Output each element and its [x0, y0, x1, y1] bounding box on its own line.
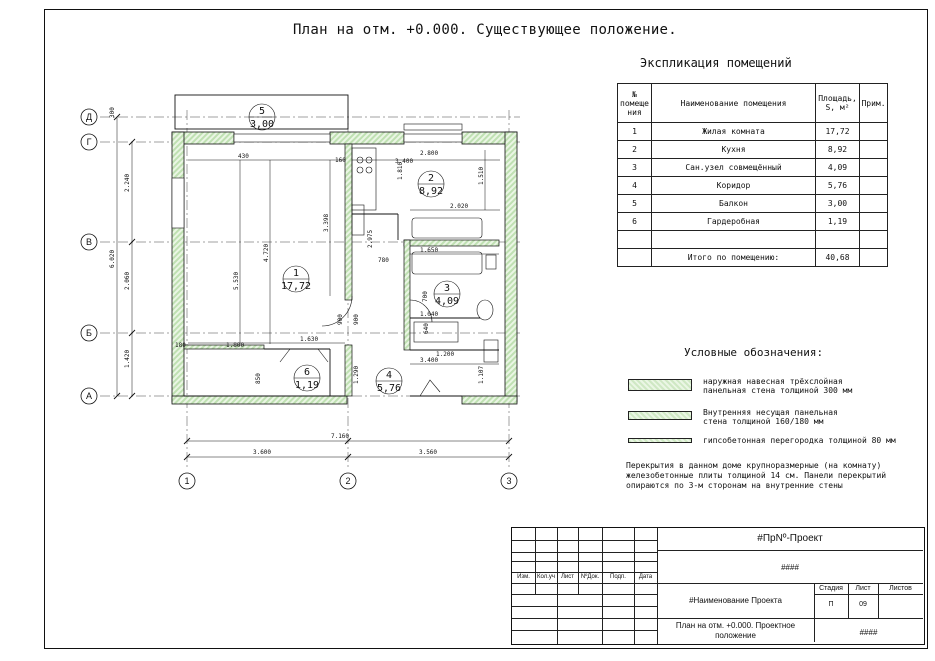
legend-text-line: гипсобетонная перегородка толщиной 80 мм [703, 436, 896, 445]
legend-swatch-exterior [628, 379, 692, 391]
room-4-num: 4 [385, 370, 393, 381]
cell-num: 2 [618, 141, 652, 159]
explication-table [617, 83, 888, 267]
note-line: опираются по 3-м сторонам на внутренние стены [626, 481, 843, 490]
stage-label: Стадия [819, 585, 843, 592]
drawing-title: План на отм. +0.000. Существующее положение. [292, 22, 678, 38]
project-name: #Наименование Проекта [689, 596, 782, 605]
room-2-area: 8,92 [418, 186, 444, 197]
explication-title: Экспликация помещений [640, 56, 792, 70]
axis-label: 1 [184, 476, 190, 486]
sheets-label: Листов [889, 585, 912, 592]
dim-label: 2.800 [420, 150, 439, 157]
legend-swatch-partition [628, 438, 692, 443]
cell-name: Гардеробная [652, 213, 816, 231]
dim-label: 4.720 [263, 243, 270, 262]
header-name: Наименование помещения [652, 84, 816, 123]
stamp-hash-top: #### [781, 563, 799, 572]
dim-label: 780 [378, 257, 389, 264]
dim-label: 3.398 [323, 213, 330, 232]
dim-label: 3.400 [420, 357, 439, 364]
room-2-num: 2 [427, 173, 435, 184]
header-num-line: ния [627, 107, 642, 117]
cell-num: 1 [618, 123, 652, 141]
axis-label: А [85, 391, 93, 401]
legend-text-line: Внутренняя несущая панельная [703, 408, 838, 417]
axis-label: 2 [345, 476, 351, 486]
cell-num: 3 [618, 159, 652, 177]
col-ndok: NºДок. [580, 574, 600, 580]
dim-label: 430 [238, 153, 249, 160]
room-6-num: 6 [303, 367, 311, 378]
col-kolvo: Кол.уч [537, 574, 555, 580]
room-5-num: 5 [258, 106, 266, 117]
legend-text-line: наружная навесная трёхслойная [703, 377, 843, 386]
axis-label: Б [86, 328, 92, 338]
note-line: железобетонные плиты толщиной 14 см. Панели перекрытий [626, 471, 887, 480]
cell-area: 5,76 [816, 177, 860, 195]
dim-label: 180 [175, 342, 186, 349]
sheet-title-line: положение [715, 631, 756, 640]
dim-label: 5.530 [233, 271, 240, 290]
cell-note [860, 195, 888, 213]
header-note: Прим. [860, 84, 888, 123]
legend-text-line: стена толщиной 160/180 мм [703, 417, 824, 426]
dim-label: 900 [353, 314, 360, 325]
dim-label: 1.650 [420, 247, 439, 254]
table-row-empty [618, 231, 888, 249]
room-5-area: 3,00 [249, 119, 275, 130]
legend-text [703, 377, 852, 395]
interior-walls [184, 144, 499, 396]
axis-label: Г [86, 137, 92, 147]
room-4-area: 5,76 [376, 383, 402, 394]
legend-title: Условные обозначения: [684, 346, 824, 359]
dim-left-total: 6.020 [109, 249, 116, 268]
dim-left-d4: 1.420 [124, 349, 131, 368]
header-area-line: Площадь, [818, 94, 857, 103]
room-3-area: 4,09 [434, 296, 460, 307]
dim-label: 640 [423, 323, 430, 334]
table-row [618, 213, 888, 231]
dim-label: 1.810 [397, 161, 404, 180]
cell-name: Жилая комната [652, 123, 816, 141]
cell-num: 5 [618, 195, 652, 213]
sheet-value: 09 [859, 601, 867, 608]
dim-label: 900 [337, 314, 344, 325]
legend-text [703, 436, 896, 445]
header-num-line: № [632, 89, 637, 99]
cell-num: 4 [618, 177, 652, 195]
dim-label: 1.040 [420, 311, 439, 318]
dim-label: 1.800 [226, 342, 245, 349]
dim-left-d2: 2.240 [124, 173, 131, 192]
cell-area: 3,00 [816, 195, 860, 213]
dim-right: 3.560 [418, 449, 438, 456]
dim-label: 1.290 [353, 365, 360, 384]
stage-value: П [828, 601, 834, 608]
dim-left-d3: 2.060 [124, 271, 131, 290]
axis-label: Д [85, 112, 93, 122]
dim-label: 700 [422, 291, 429, 302]
col-data: Дата [638, 574, 653, 580]
cell-note [860, 177, 888, 195]
header-num [618, 84, 652, 123]
col-izm: Изм. [517, 574, 530, 580]
legend-text-line: панельная стена толщиной 300 мм [703, 386, 853, 395]
room-1-area: 17,72 [280, 281, 312, 292]
dim-label: 1.510 [478, 166, 485, 185]
legend-swatch-interior [628, 411, 692, 420]
sheet-title-line: План на отм. +0.000. Проектное [675, 621, 796, 630]
cell-note [860, 141, 888, 159]
sheet-label: Лист [855, 585, 871, 592]
col-list: Лист [560, 574, 575, 580]
slab-note [626, 461, 896, 491]
cell-name: Сан.узел совмещённый [652, 159, 816, 177]
note-line: Перекрытия в данном доме крупноразмерные (на комнату) [626, 461, 882, 470]
dim-label: 1.107 [478, 365, 485, 384]
room-3-num: 3 [443, 283, 451, 294]
table-row [618, 195, 888, 213]
dim-left: 3.600 [252, 449, 272, 456]
cell-area: 17,72 [816, 123, 860, 141]
table-row-total [618, 249, 888, 267]
project-code: #ПрNº-Проект [757, 533, 823, 544]
dim-left-d1: 300 [109, 107, 116, 118]
table-row [618, 141, 888, 159]
dim-label: 850 [255, 373, 262, 384]
cell-num: 6 [618, 213, 652, 231]
sheet-title [657, 621, 814, 641]
total-label: Итого по помещению: [652, 249, 816, 267]
room-6-area: 1,19 [294, 380, 320, 391]
room-1-num: 1 [292, 268, 300, 279]
table-row [618, 123, 888, 141]
cell-name: Балкон [652, 195, 816, 213]
dim-label: 2.020 [450, 203, 469, 210]
header-area-line: S, м² [825, 103, 850, 112]
table-row [618, 177, 888, 195]
cell-note [860, 159, 888, 177]
dim-label: 1.200 [436, 351, 455, 358]
exterior-walls [172, 132, 517, 404]
cell-note [860, 213, 888, 231]
cell-area: 8,92 [816, 141, 860, 159]
header-num-line: помеще [620, 98, 649, 108]
legend-text [703, 408, 838, 426]
axis-label: В [85, 237, 93, 247]
cell-area: 1,19 [816, 213, 860, 231]
cell-name: Коридор [652, 177, 816, 195]
dim-label: 2.975 [367, 229, 374, 248]
cell-note [860, 123, 888, 141]
total-value: 40,68 [816, 249, 860, 267]
axis-label: 3 [506, 476, 512, 486]
cell-name: Кухня [652, 141, 816, 159]
header-area [816, 84, 860, 123]
table-row [618, 159, 888, 177]
col-podp: Подп. [610, 574, 626, 580]
title-block [511, 527, 925, 645]
dim-total: 7.160 [330, 433, 350, 440]
dim-label: 1.630 [300, 336, 319, 343]
cell-area: 4,09 [816, 159, 860, 177]
stamp-hash-bottom: #### [859, 628, 878, 637]
dim-label: 3.400 [395, 158, 414, 165]
dim-label: 160 [335, 157, 346, 164]
